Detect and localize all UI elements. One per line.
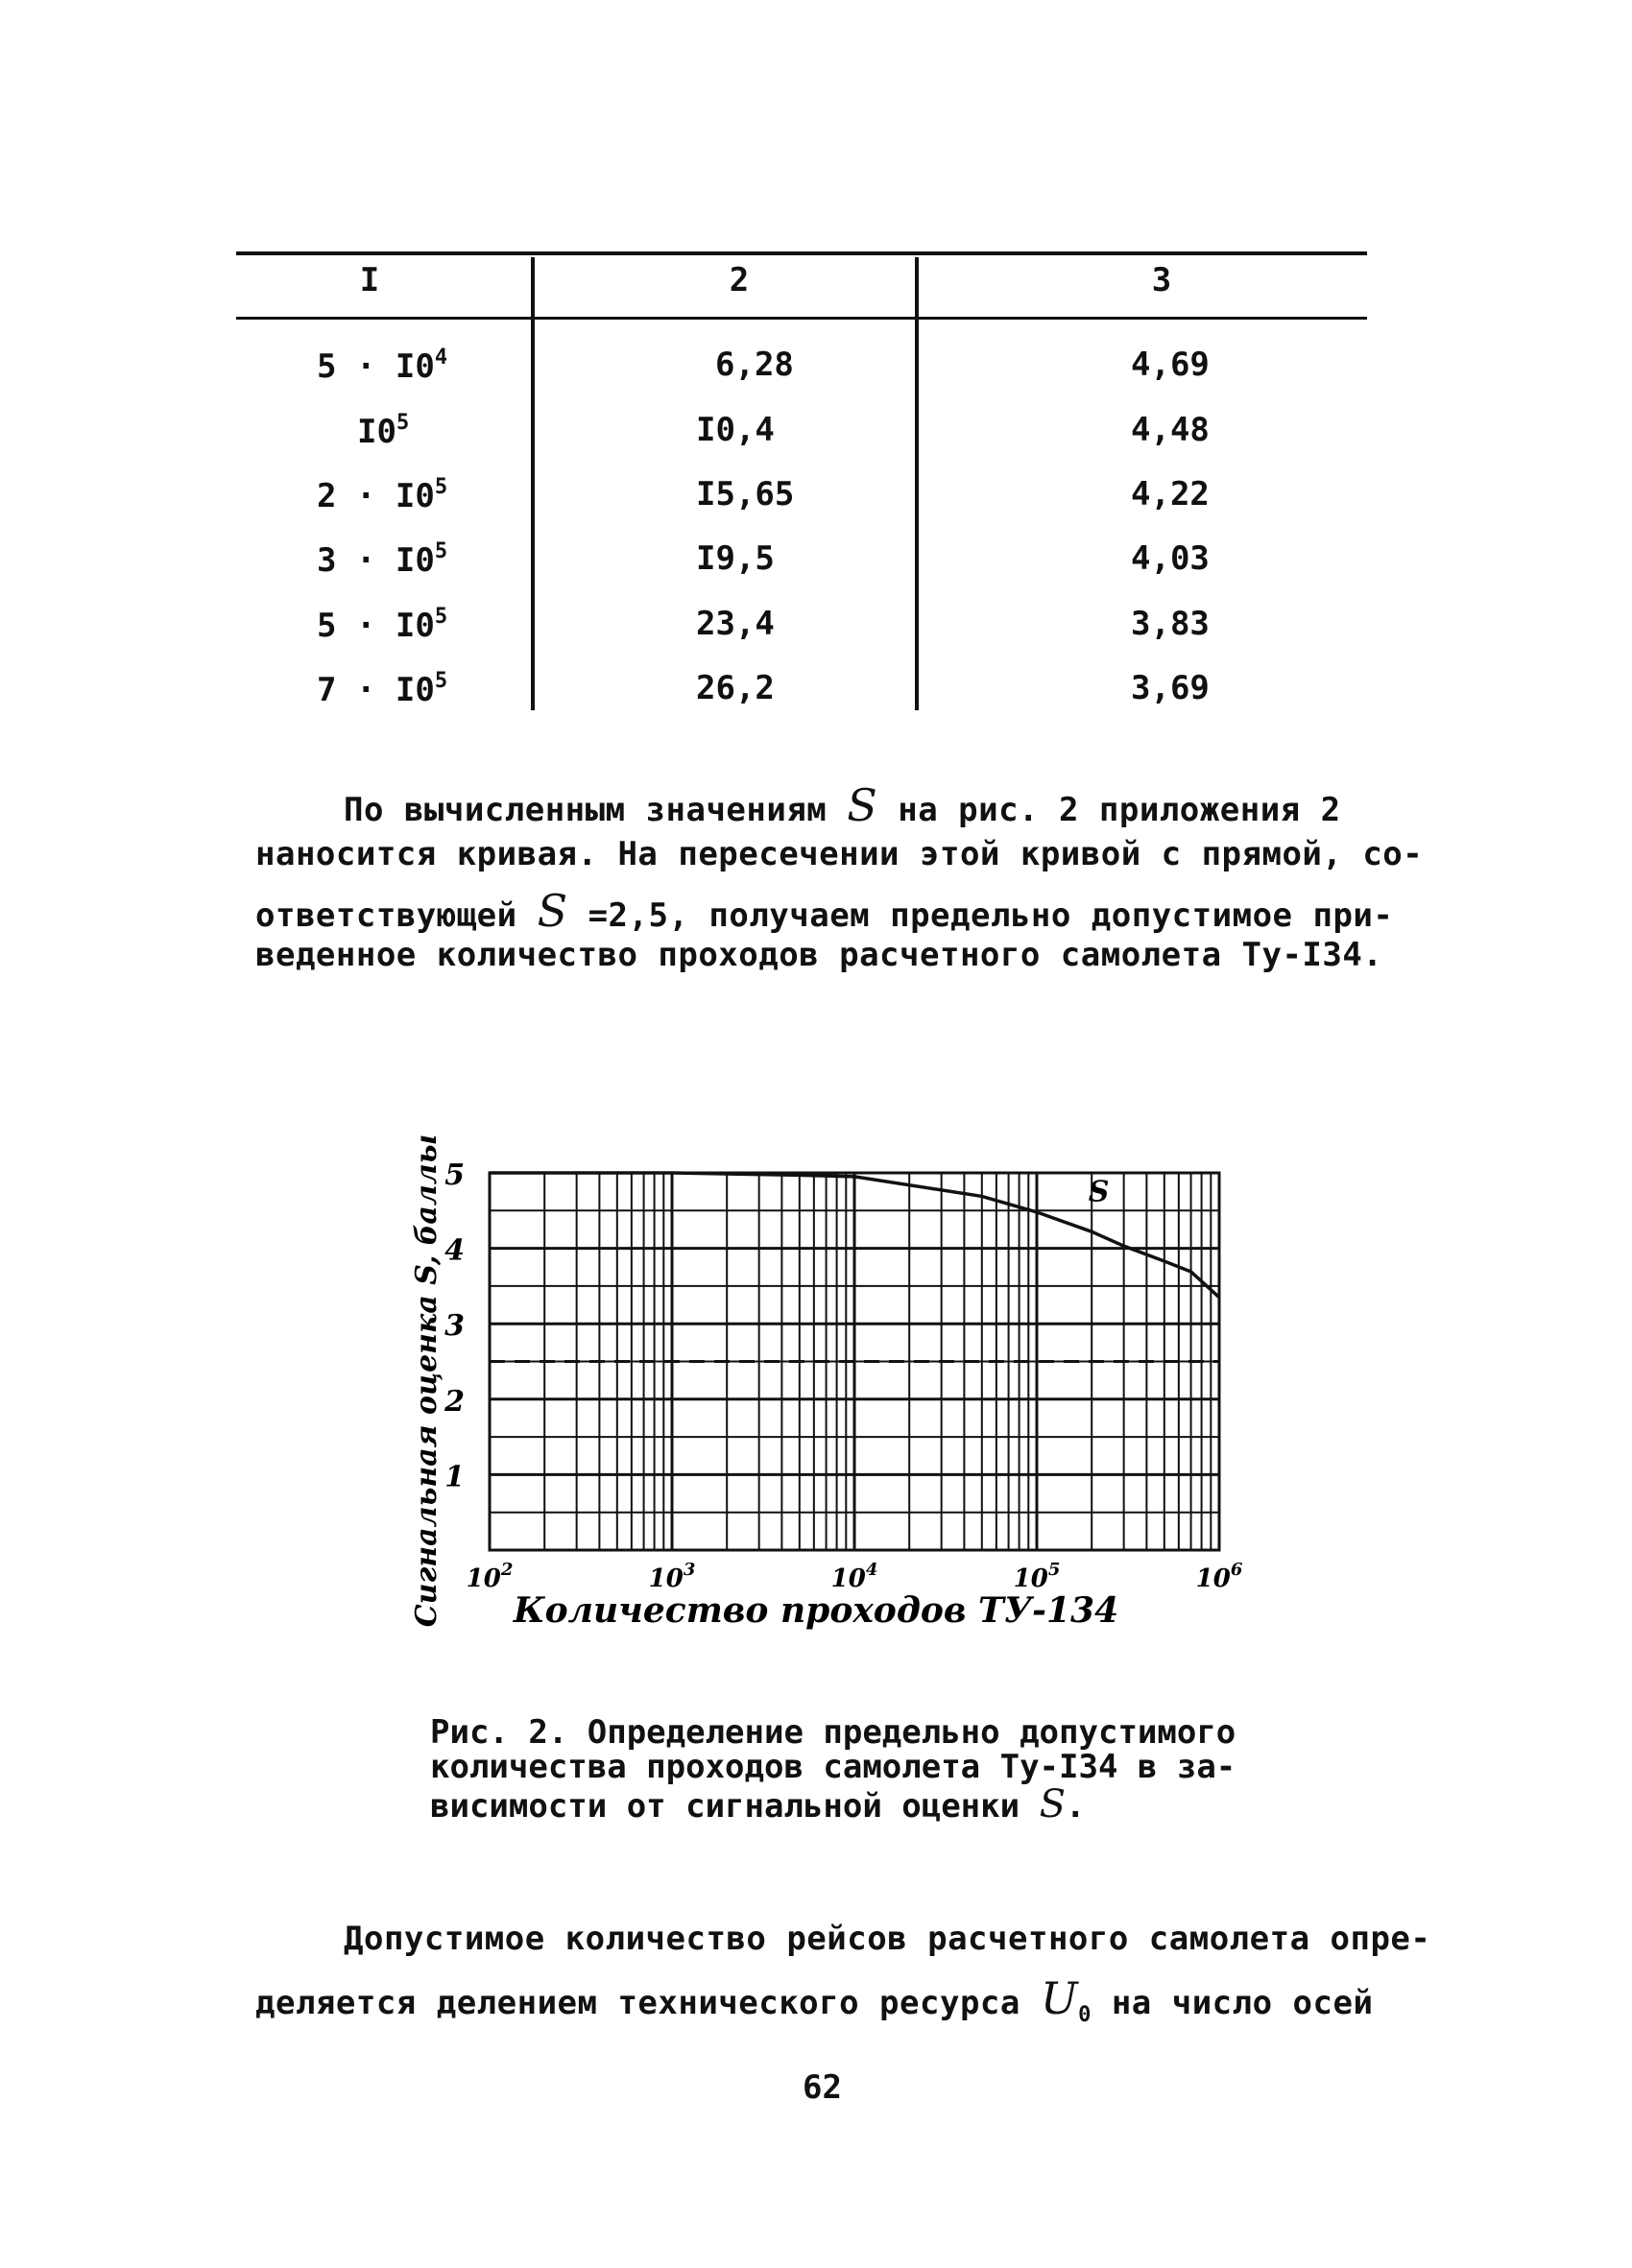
table-cell: $2 \cdot I0^5$ [317, 475, 448, 515]
paragraph-line: веденное количество проходов расчетного самолета Ту-I34. [255, 936, 1383, 974]
table-cell: 26,2 [696, 669, 775, 707]
symbol-s: S [537, 885, 568, 937]
chart [394, 1133, 1258, 1670]
table-cell: $3 \cdot I0^5$ [317, 539, 448, 580]
table-cell: 3,69 [1131, 669, 1210, 707]
paragraph-line: деляется делением технического ресурса $U_0$ на число осей [255, 1972, 1374, 2027]
page-number: 62 [803, 2068, 842, 2107]
table-header-cell: I [359, 261, 380, 299]
table-cell: 4,22 [1131, 475, 1210, 513]
symbol-u: U [1040, 1972, 1079, 2024]
table-top-rule [236, 251, 1367, 255]
table-header-cell: 3 [1151, 261, 1172, 299]
table-cell: 4,69 [1131, 346, 1210, 384]
table-cell: I5,65 [696, 475, 795, 513]
table-header-cell: 2 [729, 261, 750, 299]
table-cell: $5 \cdot I0^5$ [317, 605, 448, 645]
table-cell: 4,03 [1131, 539, 1210, 578]
curve-label: S [1088, 1175, 1110, 1209]
y-tick-label: 3 [444, 1309, 465, 1344]
x-tick-label: $10^2$ [466, 1560, 514, 1593]
caption-line: количества проходов самолета Ту-I34 в за- [430, 1748, 1236, 1786]
caption-line: висимости от сигнальной оценки S. [430, 1782, 1086, 1826]
paragraph-line: наносится кривая. На пересечении этой кривой с прямой, со- [255, 835, 1424, 873]
table-cell: 3,83 [1131, 605, 1210, 643]
paragraph-line: По вычисленным значениям S на рис. 2 приложения 2 [344, 779, 1341, 831]
caption-line: Рис. 2. Определение предельно допустимого [430, 1713, 1236, 1752]
table-column-divider [531, 257, 535, 710]
x-tick-label: $10^3$ [648, 1560, 696, 1593]
table-cell: I0,4 [696, 411, 775, 449]
y-tick-label: 4 [444, 1233, 465, 1268]
table-cell: 6,28 [715, 346, 794, 384]
table-column-divider [915, 257, 919, 710]
x-tick-label: $10^5$ [1013, 1560, 1061, 1593]
symbol-s: S [847, 779, 878, 831]
y-tick-label: 5 [444, 1158, 465, 1192]
y-axis-label: Сигнальная оценка S, баллы [410, 1134, 444, 1628]
table-cell: $5 \cdot I0^4$ [317, 346, 448, 386]
table-cell: $7 \cdot I0^5$ [317, 669, 448, 709]
y-tick-label: 1 [444, 1460, 465, 1494]
paragraph-line: Допустимое количество рейсов расчетного самолета опре- [344, 1920, 1431, 1958]
table-cell: I9,5 [696, 539, 775, 578]
table-cell: 4,48 [1131, 411, 1210, 449]
x-tick-label: $10^4$ [830, 1560, 878, 1593]
table-cell: 23,4 [696, 605, 775, 643]
table-header-rule [236, 317, 1367, 320]
symbol-s: S [1039, 1782, 1066, 1826]
x-axis-label: Количество проходов ТУ-134 [513, 1590, 1119, 1631]
table-cell: $I0^5$ [357, 411, 410, 451]
x-tick-label: $10^6$ [1195, 1560, 1243, 1593]
paragraph-line: ответствующей S =2,5, получаем предельно допустимое при- [255, 885, 1394, 937]
y-tick-label: 2 [444, 1384, 465, 1419]
